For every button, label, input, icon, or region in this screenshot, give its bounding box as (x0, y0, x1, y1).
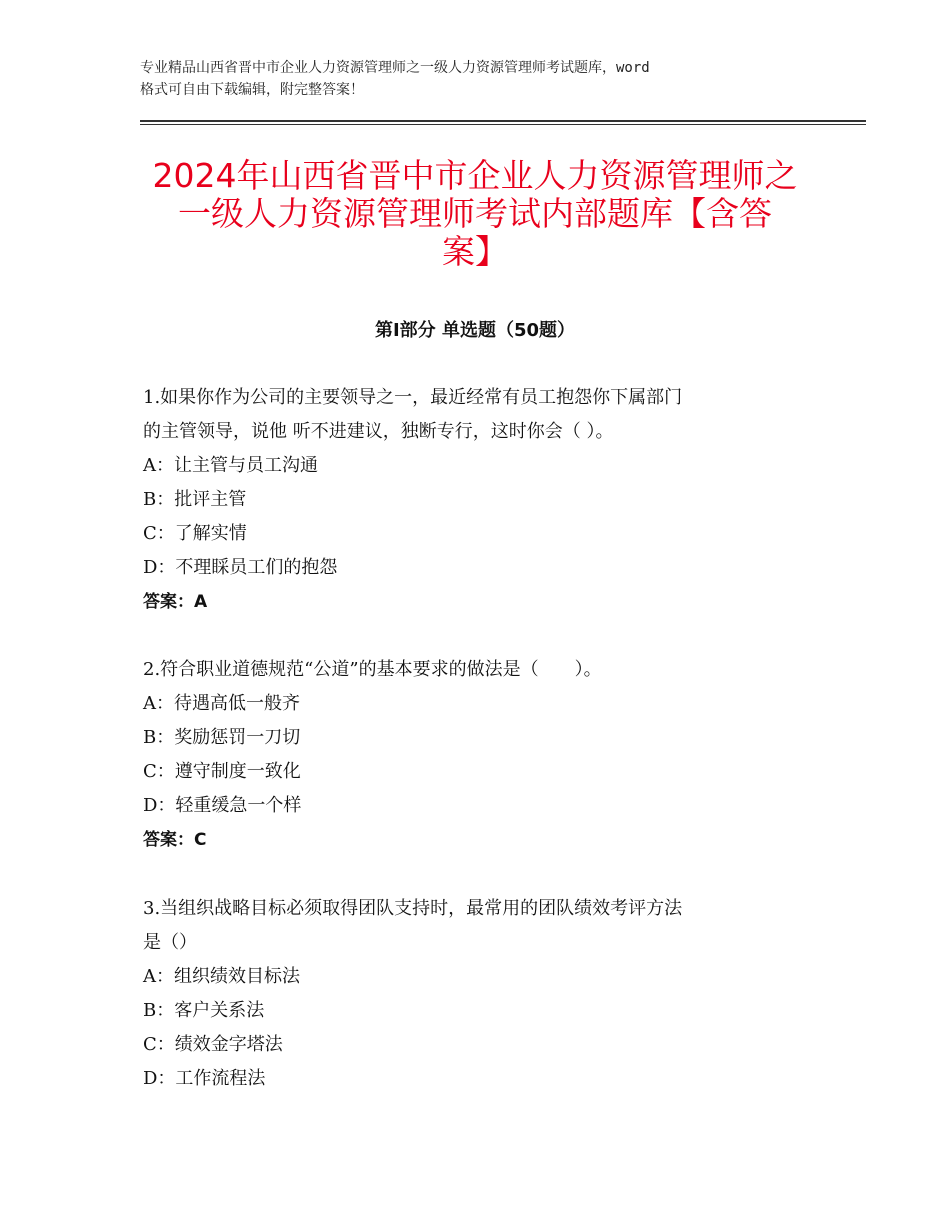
question-2-option-d: D：轻重缓急一个样 (143, 795, 302, 816)
question-3-stem-line-1: 3.当组织战略目标必须取得团队支持时，最常用的团队绩效考评方法 (143, 898, 683, 919)
document-title-line-3: 案】 (442, 232, 508, 271)
question-2-option-a: A：待遇高低一般齐 (143, 693, 300, 714)
question-1-option-d: D：不理睬员工们的抱怨 (143, 557, 338, 578)
question-3-option-d: D：工作流程法 (143, 1068, 266, 1089)
header-note-line-2: 格式可自由下载编辑，附完整答案！ (140, 82, 364, 98)
question-3-option-c: C：绩效金字塔法 (143, 1034, 283, 1055)
question-1-stem-line-1: 1.如果你作为公司的主要领导之一，最近经常有员工抱怨你下属部门 (143, 387, 683, 408)
question-3-option-b: B：客户关系法 (143, 1000, 265, 1021)
question-1-option-c: C：了解实情 (143, 523, 247, 544)
question-1-stem-line-2: 的主管领导，说他 听不进建议，独断专行，这时你会（ ）。 (143, 421, 614, 442)
document-title-line-2: 一级人力资源管理师考试内部题库【含答 (178, 194, 772, 233)
question-2-answer: 答案：C (143, 830, 207, 850)
header-divider-thin (140, 124, 866, 125)
question-1-option-a: A：让主管与员工沟通 (143, 455, 318, 476)
header-note-line-1: 专业精品山西省晋中市企业人力资源管理师之一级人力资源管理师考试题库，word (140, 60, 650, 76)
header-note (140, 57, 820, 101)
document-title (120, 157, 830, 271)
question-2-option-c: C：遵守制度一致化 (143, 761, 301, 782)
section-heading: 第Ⅰ部分 单选题（50题） (374, 320, 575, 341)
question-2-option-b: B：奖励惩罚一刀切 (143, 727, 301, 748)
document-title-line-1: 2024年山西省晋中市企业人力资源管理师之 (152, 156, 798, 195)
header-divider (140, 120, 866, 126)
header-divider-thick (140, 120, 866, 122)
question-3-option-a: A：组织绩效目标法 (143, 966, 300, 987)
question-3-stem-line-2: 是（） (143, 932, 197, 953)
question-1-option-b: B：批评主管 (143, 489, 247, 510)
question-2-stem-line-1: 2.符合职业道德规范“公道”的基本要求的做法是（ ）。 (143, 659, 602, 680)
question-1-answer: 答案：A (143, 592, 208, 612)
